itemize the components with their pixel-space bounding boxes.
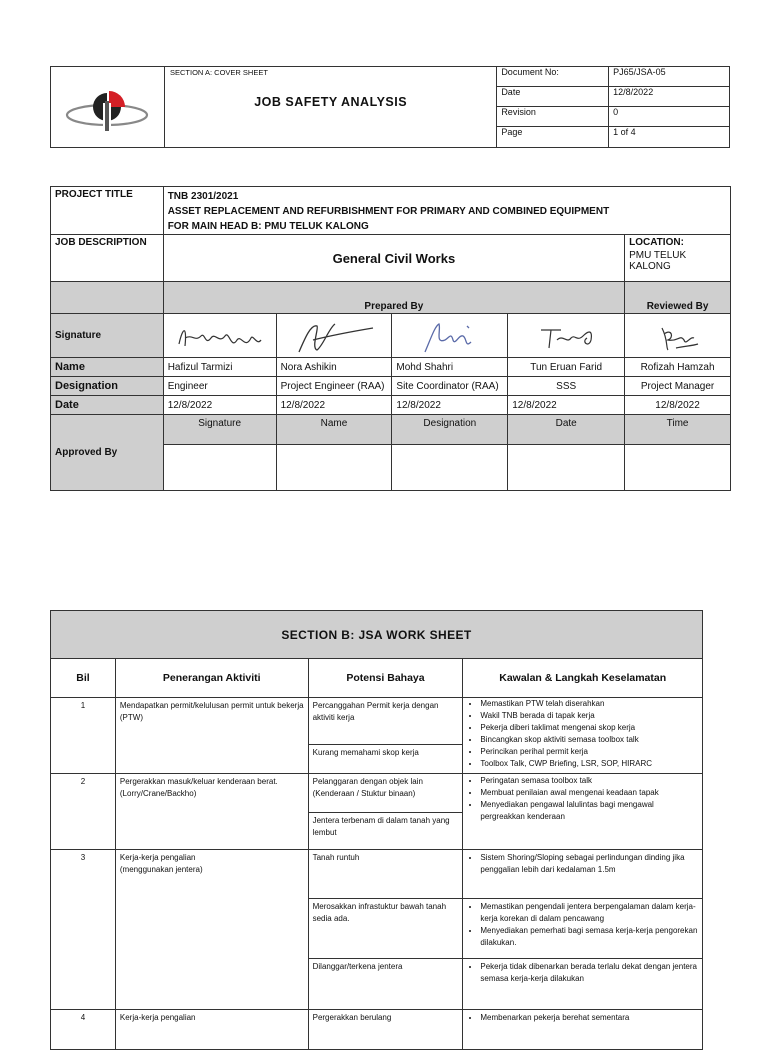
person-designation: Project Engineer (RAA) — [276, 377, 392, 396]
hazard-cell — [308, 774, 463, 850]
control-list — [467, 901, 698, 949]
approval-cell — [392, 445, 508, 491]
control-cell — [463, 1010, 703, 1050]
cover-table — [50, 186, 731, 491]
control-cell — [463, 850, 703, 1010]
project-title-cell — [163, 187, 730, 235]
person-name: Mohd Shahri — [392, 358, 508, 377]
control-list — [467, 1012, 698, 1024]
row-number: 1 — [51, 698, 116, 774]
control-item: • Menyediakan pengawal lalulintas bagi mengawal pergreakkan kenderaan — [480, 799, 698, 823]
activity-line: Kerja-kerja pengalian — [119, 853, 196, 862]
person-designation: Engineer — [163, 377, 276, 396]
project-title-label: PROJECT TITLE — [51, 187, 164, 235]
column-header: Kawalan & Langkah Keselamatan — [463, 659, 703, 698]
hazard-cell — [308, 850, 463, 1010]
designation-label: Designation — [51, 377, 164, 396]
column-header: Penerangan Aktiviti — [115, 659, 308, 698]
blank-cell — [51, 282, 164, 314]
meta-value: PJ65/JSA-05 — [609, 67, 730, 87]
meta-value: 12/8/2022 — [609, 87, 730, 107]
signature-image — [289, 318, 379, 356]
title-cell — [164, 67, 496, 148]
person-date: 12/8/2022 — [392, 396, 508, 415]
hazard-item: Dilanggar/terkena jentera — [312, 962, 403, 971]
signature-cell — [392, 314, 508, 358]
approval-cell — [163, 445, 276, 491]
approval-header: Name — [276, 415, 392, 445]
approval-header: Date — [508, 415, 625, 445]
project-line: FOR MAIN HEAD B: PMU TELUK KALONG — [167, 221, 369, 232]
approval-cell — [276, 445, 392, 491]
name-label: Name — [51, 358, 164, 377]
section-label: SECTION A: COVER SHEET — [169, 68, 268, 77]
hazard-item: Tanah runtuh — [309, 850, 463, 899]
job-description-label: JOB DESCRIPTION — [51, 235, 164, 282]
worksheet-title: SECTION B: JSA WORK SHEET — [51, 611, 703, 659]
meta-value: 1 of 4 — [609, 127, 730, 148]
reviewed-by-label: Reviewed By — [625, 282, 731, 314]
signature-cell — [625, 314, 731, 358]
person-date: 12/8/2022 — [276, 396, 392, 415]
person-name: Hafizul Tarmizi — [163, 358, 276, 377]
control-item: • Sistem Shoring/Sloping sebagai perlindungan dinding jika penggalian lebih dari kedalaman 1.5m — [480, 852, 698, 876]
control-item: • Menyediakan pemerhati bagi semasa kerja-kerja pengorekan dilakukan. — [480, 925, 698, 949]
activity-cell — [115, 774, 308, 850]
hazard-item: Percanggahan Permit kerja dengan aktiviti kerja — [309, 698, 463, 745]
person-designation: Project Manager — [625, 377, 731, 396]
approval-cell — [625, 445, 731, 491]
signature-cell — [276, 314, 392, 358]
location-cell — [625, 235, 731, 282]
approval-header: Time — [625, 415, 731, 445]
person-date: 12/8/2022 — [163, 396, 276, 415]
person-date: 12/8/2022 — [508, 396, 625, 415]
document-title: JOB SAFETY ANALYSIS — [254, 95, 408, 109]
person-designation: SSS — [508, 377, 625, 396]
job-description: General Civil Works — [163, 235, 624, 282]
person-name: Tun Eruan Farid — [508, 358, 625, 377]
control-list — [467, 852, 698, 876]
row-number: 2 — [51, 774, 116, 850]
hazard-item: Jentera terbenam di dalam tanah yang lembut — [312, 816, 450, 837]
location-value: PMU TELUK KALONG — [629, 250, 687, 272]
meta-label: Revision — [497, 107, 609, 127]
control-list — [467, 698, 698, 770]
company-logo — [57, 77, 157, 137]
header-table — [50, 66, 730, 148]
location-label: LOCATION: — [629, 237, 684, 248]
hazard-item: Kurang memahami skop kerja — [312, 748, 419, 757]
person-designation: Site Coordinator (RAA) — [392, 377, 508, 396]
control-item: • Bincangkan skop aktiviti semasa toolbox talk — [480, 734, 698, 746]
control-item: • Membenarkan pekerja berehat sementara — [480, 1012, 698, 1024]
activity-line: (Lorry/Crane/Backho) — [119, 789, 197, 798]
meta-value: 0 — [609, 107, 730, 127]
control-item: • Pekerja tidak dibenarkan berada terlalu dekat dengan jentera semasa kerja-kerja dilakukan — [480, 961, 698, 985]
approved-by-label: Approved By — [51, 415, 164, 491]
hazard-item: Pergerakkan berulang — [308, 1010, 463, 1050]
row-number: 3 — [51, 850, 116, 1010]
signature-image — [521, 320, 611, 354]
control-item: • Peringatan semasa toolbox talk — [480, 775, 698, 787]
project-line: ASSET REPLACEMENT AND REFURBISHMENT FOR PRIMARY AND COMBINED EQUIPMENT — [167, 206, 610, 217]
meta-label: Page — [497, 127, 609, 148]
date-label: Date — [51, 396, 164, 415]
control-item: • Pekerja diberi taklimat mengenai skop kerja — [480, 722, 698, 734]
activity-cell: Kerja-kerja pengalian — [115, 1010, 308, 1050]
meta-label: Date — [497, 87, 609, 107]
control-item: • Memastikan pengendali jentera berpengalaman dalam kerja-kerja korekan di dalam pencawang — [480, 901, 698, 925]
signature-cell — [508, 314, 625, 358]
control-cell — [463, 698, 703, 774]
approval-header: Signature — [163, 415, 276, 445]
person-name: Nora Ashikin — [276, 358, 392, 377]
worksheet-table — [50, 610, 703, 1050]
project-line: TNB 2301/2021 — [167, 191, 239, 202]
prepared-by-label: Prepared By — [163, 282, 624, 314]
approval-header: Designation — [392, 415, 508, 445]
signature-cell — [163, 314, 276, 358]
hazard-item: Pelanggaran dengan objek lain (Kenderaan / Stuktur binaan) — [309, 774, 463, 813]
control-item: • Membuat penilaian awal mengenai keadaan tapak — [480, 787, 698, 799]
control-list — [467, 775, 698, 823]
control-item: • Toolbox Talk, CWP Briefing, LSR, SOP, HIRARC — [480, 758, 698, 770]
signature-image — [405, 318, 495, 356]
signature-image — [175, 320, 265, 354]
person-date: 12/8/2022 — [625, 396, 731, 415]
control-item: • Perincikan perihal permit kerja — [480, 746, 698, 758]
control-item: • Memastikan PTW telah diserahkan — [480, 698, 698, 710]
control-list — [467, 961, 698, 985]
hazard-item: Merosakkan infrastuktur bawah tanah sedia ada. — [309, 899, 463, 959]
control-item: • Wakil TNB berada di tapak kerja — [480, 710, 698, 722]
activity-cell: Mendapatkan permit/kelulusan permit untuk bekerja (PTW) — [115, 698, 308, 774]
person-name: Rofizah Hamzah — [625, 358, 731, 377]
signature-image — [638, 320, 718, 354]
control-cell — [463, 774, 703, 850]
activity-cell — [115, 850, 308, 1010]
activity-line: (menggunakan jentera) — [119, 865, 203, 874]
meta-label: Document No: — [497, 67, 609, 87]
signature-label: Signature — [51, 314, 164, 358]
activity-line: Pergerakkan masuk/keluar kenderaan berat. — [119, 777, 278, 786]
column-header: Potensi Bahaya — [308, 659, 463, 698]
hazard-cell — [308, 698, 463, 774]
approval-cell — [508, 445, 625, 491]
row-number: 4 — [51, 1010, 116, 1050]
column-header: Bil — [51, 659, 116, 698]
logo-cell — [51, 67, 165, 148]
